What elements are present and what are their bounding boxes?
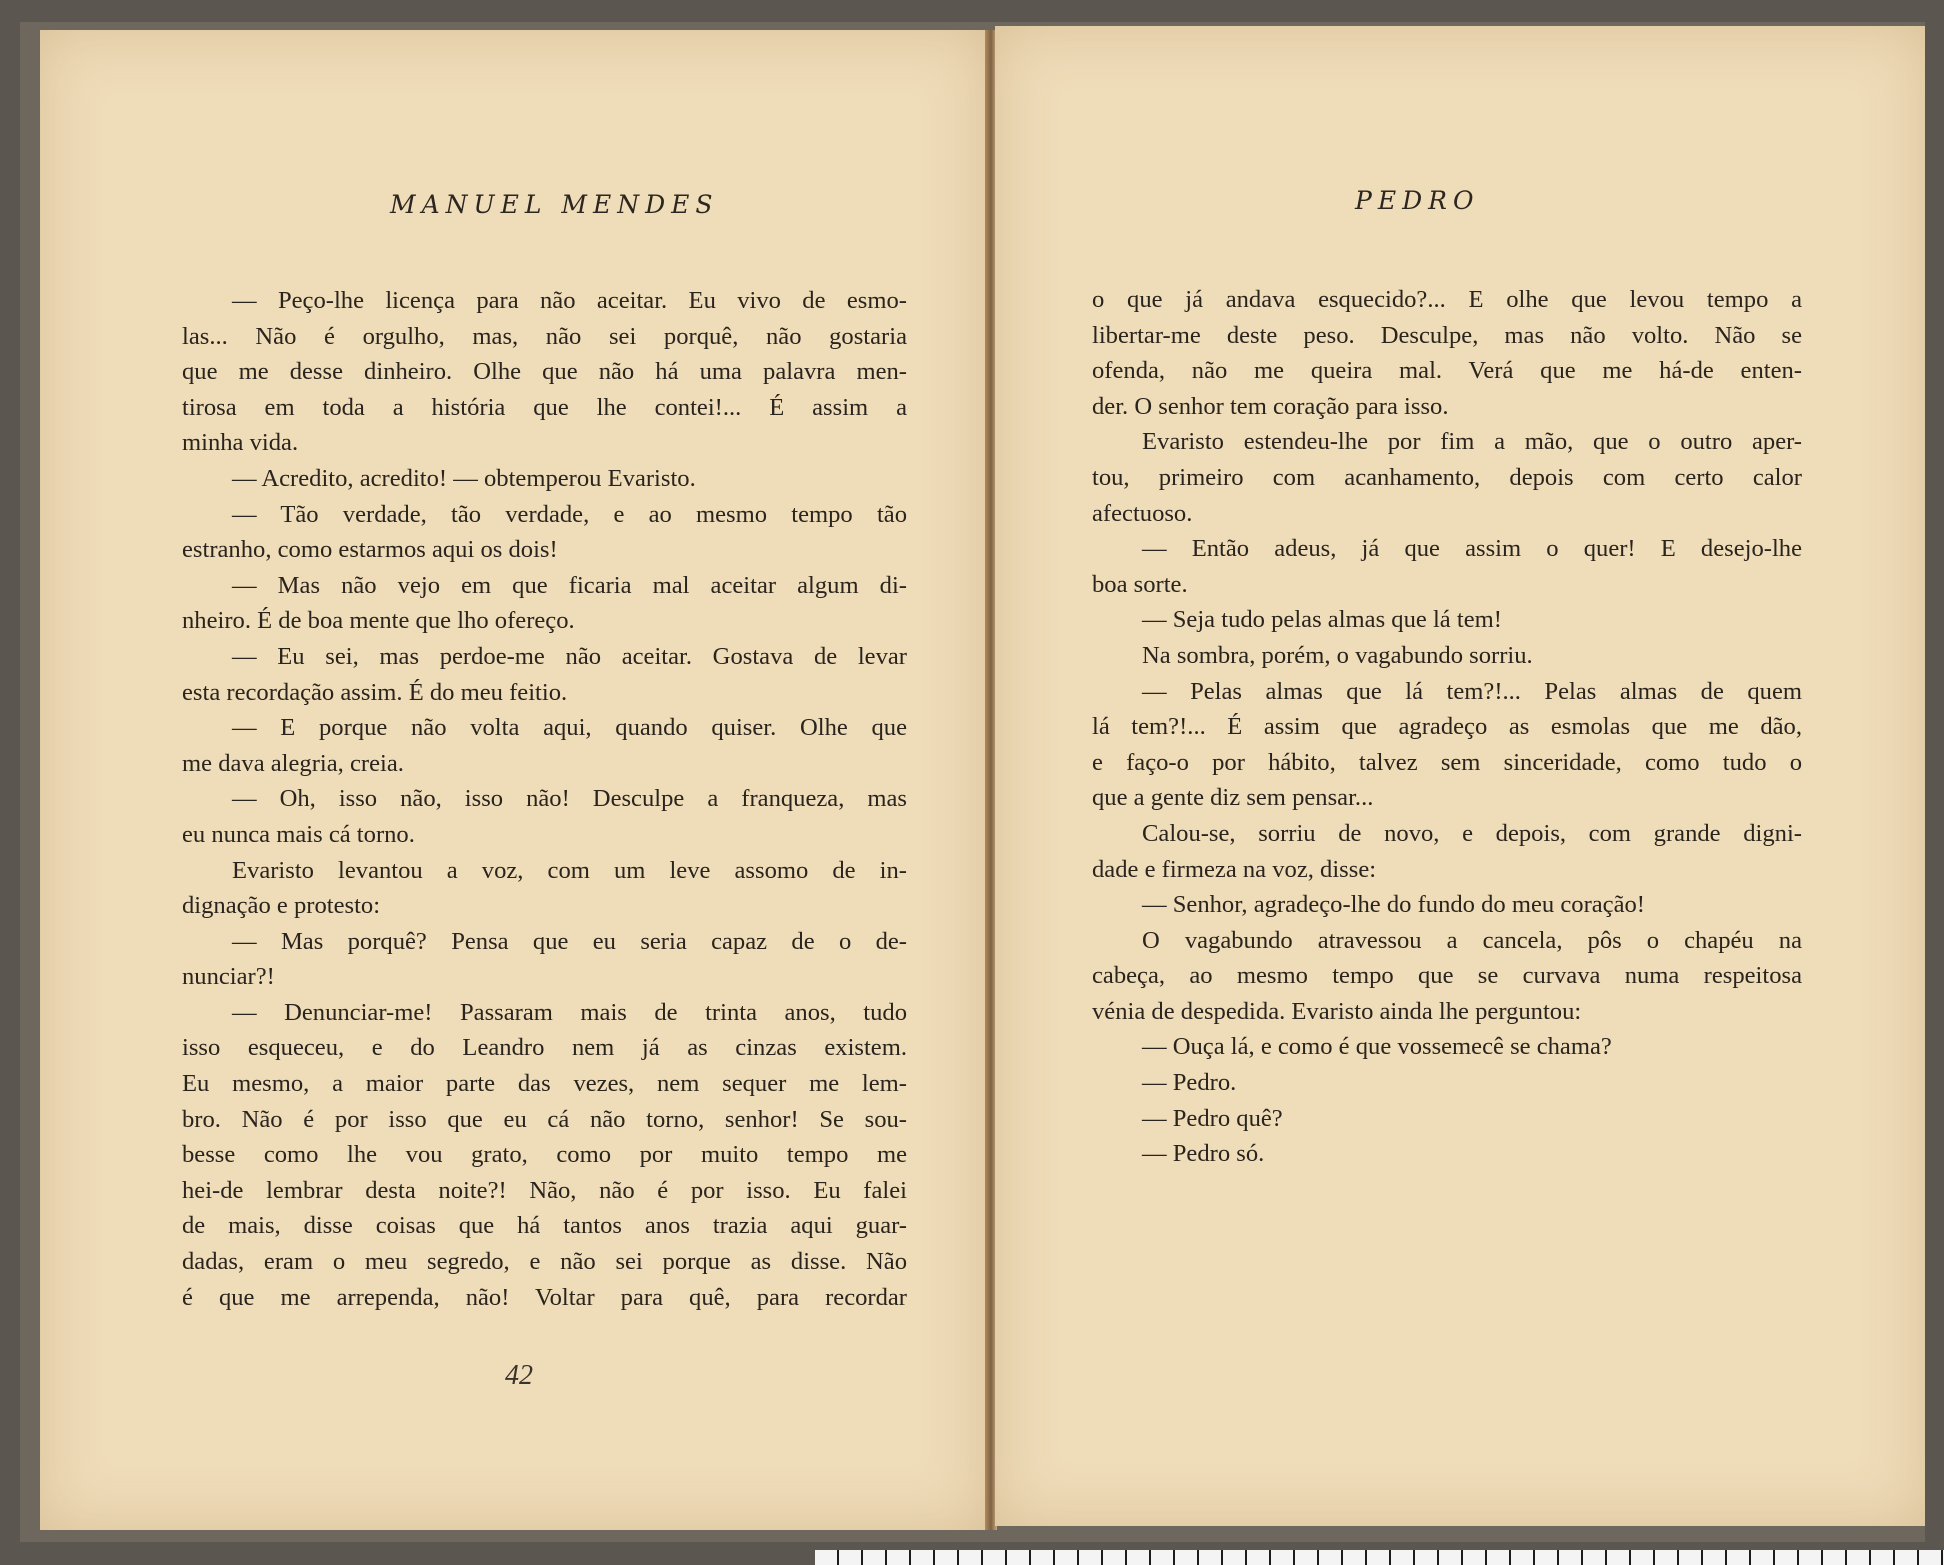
text-line: boa sorte. bbox=[1092, 570, 1188, 598]
text-line: — Tão verdade, tão verdade, e ao mesmo tempo tão bbox=[232, 500, 907, 528]
text-line: — Oh, isso não, isso não! Desculpe a franqueza, mas bbox=[232, 785, 907, 813]
text-line: que me desse dinheiro. Olhe que não há uma palavra men- bbox=[182, 358, 907, 386]
text-line: nheiro. É de boa mente que lho ofereço. bbox=[182, 607, 575, 635]
text-line: nunciar?! bbox=[182, 963, 275, 991]
text-line: que a gente diz sem pensar... bbox=[1092, 784, 1374, 812]
text-line: de mais, disse coisas que há tantos anos trazia aqui guar- bbox=[182, 1212, 907, 1240]
text-line: der. O senhor tem coração para isso. bbox=[1092, 392, 1449, 420]
text-line: — Pelas almas que lá tem?!... Pelas almas de quem bbox=[1142, 677, 1802, 705]
text-line: — Ouça lá, e como é que vossemecê se chama? bbox=[1142, 1033, 1612, 1061]
text-line: besse como lhe vou grato, como por muito tempo me bbox=[182, 1141, 907, 1169]
text-line: eu nunca mais cá torno. bbox=[182, 820, 415, 848]
text-line: bro. Não é por isso que eu cá não torno, senhor! Se sou- bbox=[182, 1105, 907, 1133]
text-line: — Mas não vejo em que ficaria mal aceitar algum di- bbox=[232, 571, 907, 599]
text-line: — Pedro. bbox=[1142, 1069, 1237, 1097]
text-line: — Senhor, agradeço-lhe do fundo do meu coração! bbox=[1142, 891, 1645, 919]
text-line: tou, primeiro com acanhamento, depois com certo calor bbox=[1092, 463, 1802, 491]
text-line: O vagabundo atravessou a cancela, pôs o chapéu na bbox=[1142, 926, 1802, 954]
left-page-text bbox=[182, 283, 907, 1315]
text-line: Eu mesmo, a maior parte das vezes, nem sequer me lem- bbox=[182, 1070, 907, 1098]
text-line: cabeça, ao mesmo tempo que se curvava numa respeitosa bbox=[1092, 962, 1802, 990]
text-line: — E porque não volta aqui, quando quiser. Olhe que bbox=[232, 714, 907, 742]
right-page bbox=[995, 26, 1925, 1526]
right-page-text bbox=[1092, 282, 1802, 1172]
text-line: dadas, eram o meu segredo, e não sei porque as disse. Não bbox=[182, 1248, 907, 1276]
text-line: afectuoso. bbox=[1092, 499, 1193, 527]
text-line: Evaristo levantou a voz, com um leve assomo de in- bbox=[232, 856, 907, 884]
text-line: — Peço-lhe licença para não aceitar. Eu vivo de esmo- bbox=[232, 287, 907, 314]
text-line: Calou-se, sorriu de novo, e depois, com grande digni- bbox=[1142, 819, 1802, 847]
text-line: dade e firmeza na voz, disse: bbox=[1092, 855, 1377, 883]
text-line: é que me arrependa, não! Voltar para quê, para recordar bbox=[182, 1283, 907, 1311]
text-line: — Pedro só. bbox=[1142, 1140, 1265, 1168]
text-line: hei-de lembrar desta noite?! Não, não é por isso. Eu falei bbox=[182, 1176, 907, 1204]
text-line: isso esqueceu, e do Leandro nem já as cinzas existem. bbox=[182, 1034, 907, 1062]
text-line: lá tem?!... É assim que agradeço as esmolas que me dão, bbox=[1092, 713, 1802, 741]
running-head-right: PEDRO bbox=[1355, 186, 1480, 215]
text-line: — Então adeus, já que assim o quer! E desejo-lhe bbox=[1142, 535, 1802, 563]
running-head-left: MANUEL MENDES bbox=[390, 190, 719, 219]
text-line: — Seja tudo pelas almas que lá tem! bbox=[1142, 606, 1502, 634]
text-line: — Eu sei, mas perdoe-me não aceitar. Gostava de levar bbox=[232, 642, 907, 670]
text-line: — Acredito, acredito! — obtemperou Evaristo. bbox=[232, 464, 696, 492]
text-line: libertar-me deste peso. Desculpe, mas não volto. Não se bbox=[1092, 321, 1802, 349]
text-line: vénia de despedida. Evaristo ainda lhe perguntou: bbox=[1092, 997, 1582, 1025]
text-line: minha vida. bbox=[182, 429, 299, 457]
text-line: me dava alegria, creia. bbox=[182, 749, 404, 777]
scale-ruler bbox=[815, 1550, 1944, 1565]
text-line: tirosa em toda a história que lhe contei!... É assim a bbox=[182, 393, 907, 421]
text-line: las... Não é orgulho, mas, não sei porquê, não gostaria bbox=[182, 322, 907, 350]
text-line: — Denunciar-me! Passaram mais de trinta anos, tudo bbox=[232, 998, 907, 1026]
text-line: ofenda, não me queira mal. Verá que me há-de enten- bbox=[1092, 357, 1802, 385]
text-line: Na sombra, porém, o vagabundo sorriu. bbox=[1142, 641, 1533, 669]
text-line: dignação e protesto: bbox=[182, 892, 381, 920]
text-line: o que já andava esquecido?... E olhe que levou tempo a bbox=[1092, 286, 1802, 313]
text-line: e faço-o por hábito, talvez sem sinceridade, como tudo o bbox=[1092, 748, 1802, 776]
text-line: Evaristo estendeu-lhe por fim a mão, que o outro aper- bbox=[1142, 428, 1802, 456]
text-line: esta recordação assim. É do meu feitio. bbox=[182, 678, 568, 706]
left-page bbox=[40, 30, 987, 1530]
text-line: — Mas porquê? Pensa que eu seria capaz de o de- bbox=[232, 927, 907, 955]
text-line: estranho, como estarmos aqui os dois! bbox=[182, 536, 558, 564]
text-line: — Pedro quê? bbox=[1142, 1104, 1283, 1132]
page-number: 42 bbox=[505, 1360, 533, 1391]
